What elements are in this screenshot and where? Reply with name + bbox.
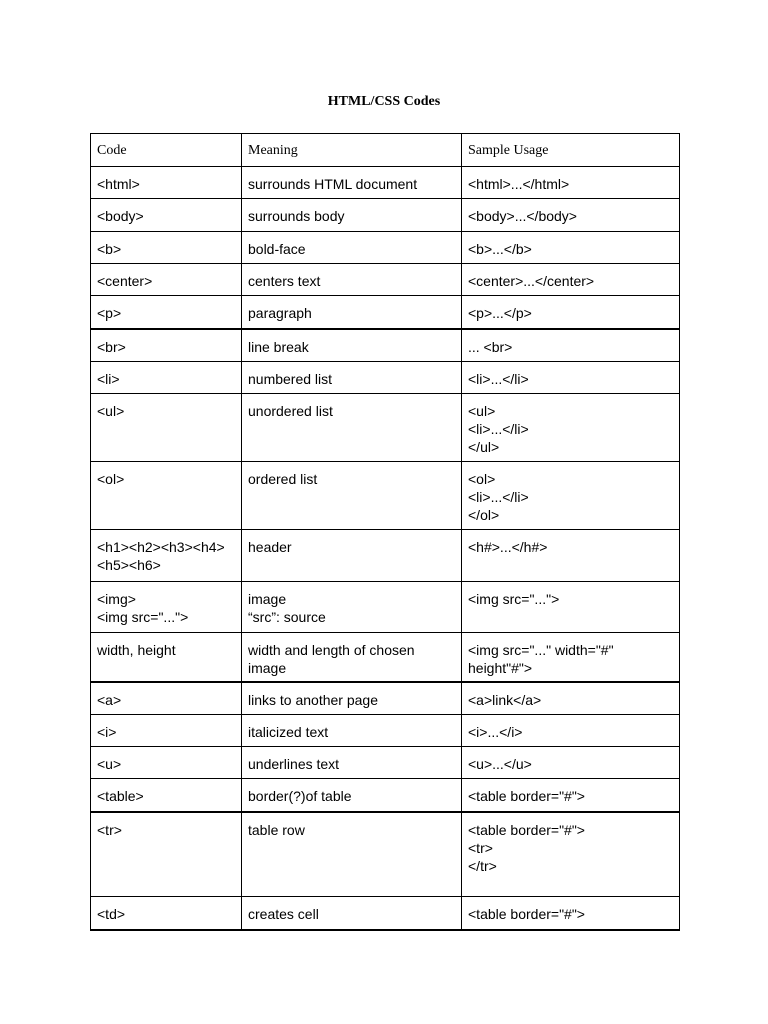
cell-sample-usage: <html>...</html> — [462, 167, 680, 199]
cell-sample-usage: <img src="..."> — [462, 582, 680, 633]
cell-sample-usage: <h#>...</h#> — [462, 530, 680, 582]
cell-sample-usage: <ol> <li>...</li> </ol> — [462, 462, 680, 530]
table-row — [91, 296, 680, 329]
cell-sample-usage: <table border="#"> — [462, 897, 680, 930]
cell-code: <p> — [91, 296, 242, 329]
cell-sample-usage: <center>...</center> — [462, 264, 680, 296]
header-meaning: Meaning — [242, 134, 462, 167]
cell-meaning: surrounds body — [242, 199, 462, 232]
codes-table — [90, 133, 680, 931]
cell-meaning: width and length of chosen image — [242, 633, 462, 682]
table-row — [91, 329, 680, 362]
cell-sample-usage: <table border="#"> <tr> </tr> — [462, 812, 680, 897]
cell-sample-usage: <ul> <li>...</li> </ul> — [462, 394, 680, 462]
document-title: HTML/CSS Codes — [327, 94, 441, 109]
table-row — [91, 682, 680, 715]
header-code: Code — [91, 134, 242, 167]
cell-meaning: line break — [242, 329, 462, 362]
cell-sample-usage: <i>...</i> — [462, 715, 680, 747]
table-row — [91, 362, 680, 394]
cell-meaning: links to another page — [242, 682, 462, 715]
table-header-row — [91, 134, 680, 167]
table-row — [91, 394, 680, 462]
table-row — [91, 779, 680, 812]
table-row — [91, 582, 680, 633]
cell-meaning: centers text — [242, 264, 462, 296]
table-row — [91, 633, 680, 682]
cell-meaning: ordered list — [242, 462, 462, 530]
cell-code: <html> — [91, 167, 242, 199]
cell-code: <tr> — [91, 812, 242, 897]
cell-code: <ul> — [91, 394, 242, 462]
cell-code: <h1><h2><h3><h4> <h5><h6> — [91, 530, 242, 582]
cell-meaning: paragraph — [242, 296, 462, 329]
table-row — [91, 897, 680, 930]
cell-code: <td> — [91, 897, 242, 930]
cell-sample-usage: <u>...</u> — [462, 747, 680, 779]
cell-sample-usage: <img src="..." width="#" height"#"> — [462, 633, 680, 682]
cell-meaning: surrounds HTML document — [242, 167, 462, 199]
cell-code: <body> — [91, 199, 242, 232]
cell-meaning: creates cell — [242, 897, 462, 930]
cell-sample-usage: <b>...</b> — [462, 232, 680, 264]
header-sample-usage: Sample Usage — [462, 134, 680, 167]
cell-sample-usage: <p>...</p> — [462, 296, 680, 329]
table-row — [91, 812, 680, 897]
cell-meaning: underlines text — [242, 747, 462, 779]
cell-sample-usage: <body>...</body> — [462, 199, 680, 232]
cell-code: <center> — [91, 264, 242, 296]
table-row — [91, 747, 680, 779]
cell-meaning: header — [242, 530, 462, 582]
cell-code: <u> — [91, 747, 242, 779]
table-row — [91, 530, 680, 582]
table-body — [91, 167, 680, 930]
table-row — [91, 199, 680, 232]
cell-meaning: numbered list — [242, 362, 462, 394]
cell-sample-usage: <a>link</a> — [462, 682, 680, 715]
cell-sample-usage: <li>...</li> — [462, 362, 680, 394]
cell-meaning: border(?)of table — [242, 779, 462, 812]
cell-sample-usage: <table border="#"> — [462, 779, 680, 812]
table-row — [91, 232, 680, 264]
cell-meaning: table row — [242, 812, 462, 897]
cell-code: <ol> — [91, 462, 242, 530]
cell-code: width, height — [91, 633, 242, 682]
cell-code: <a> — [91, 682, 242, 715]
cell-meaning: italicized text — [242, 715, 462, 747]
cell-code: <i> — [91, 715, 242, 747]
table-row — [91, 462, 680, 530]
cell-code: <table> — [91, 779, 242, 812]
cell-code: <b> — [91, 232, 242, 264]
cell-sample-usage: ... <br> — [462, 329, 680, 362]
cell-code: <br> — [91, 329, 242, 362]
table-row — [91, 264, 680, 296]
cell-meaning: bold-face — [242, 232, 462, 264]
table-row — [91, 167, 680, 199]
cell-code: <li> — [91, 362, 242, 394]
cell-meaning: unordered list — [242, 394, 462, 462]
cell-code: <img> <img src="..."> — [91, 582, 242, 633]
table-row — [91, 715, 680, 747]
cell-meaning: image “src”: source — [242, 582, 462, 633]
